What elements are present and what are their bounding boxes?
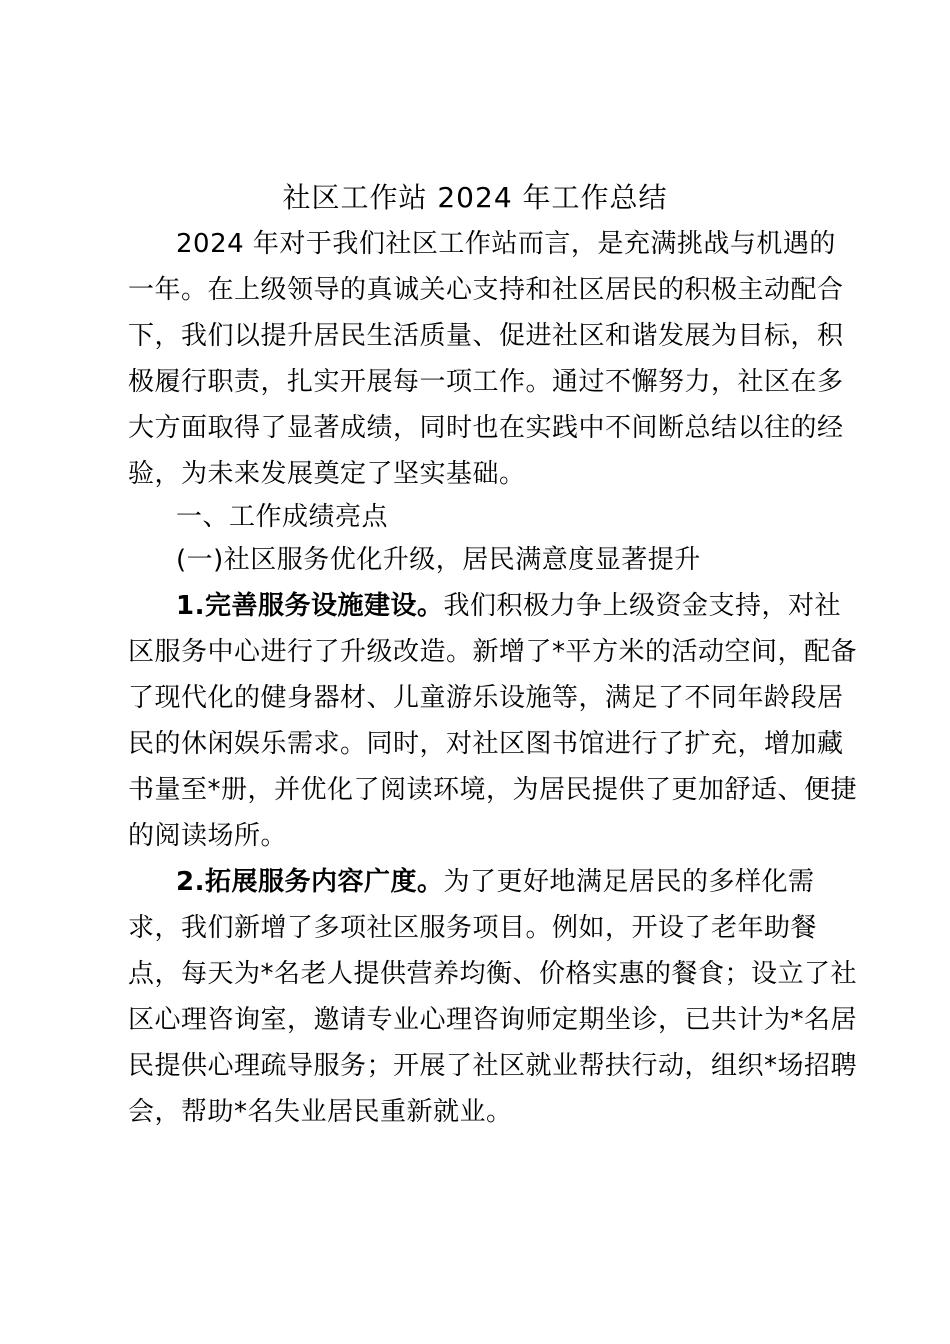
item-lead: 1.完善服务设施建设。 — [176, 591, 444, 621]
paragraph-line: 区心理咨询室，邀请专业心理咨询师定期坐诊，已共计为*名居 — [128, 1005, 858, 1035]
paragraph-line: 了现代化的健身器材、儿童游乐设施等，满足了不同年龄段居 — [128, 683, 844, 713]
paragraph-line: 验，为未来发展奠定了坚实基础。 — [128, 459, 526, 489]
paragraph-line: 2024 年对于我们社区工作站而言，是充满挑战与机遇的 — [176, 229, 836, 259]
paragraph-line: 下，我们以提升居民生活质量、促进社区和谐发展为目标，积 — [128, 321, 844, 351]
paragraph-line: 书量至*册，并优化了阅读环境，为居民提供了更加舒适、便捷 — [128, 775, 858, 805]
paragraph-line: 区服务中心进行了升级改造。新增了*平方米的活动空间，配备 — [128, 637, 858, 667]
section-heading: 一、工作成绩亮点 — [176, 502, 389, 532]
subsection-heading: (一)社区服务优化升级，居民满意度显著提升 — [176, 545, 701, 575]
paragraph-line: 民的休闲娱乐需求。同时，对社区图书馆进行了扩充，增加藏 — [128, 729, 844, 759]
item-first-line — [176, 586, 841, 626]
paragraph-line: 会，帮助*名失业居民重新就业。 — [128, 1097, 513, 1127]
paragraph-line: 求，我们新增了多项社区服务项目。例如，开设了老年助餐 — [128, 913, 818, 943]
paragraph-line: 民提供心理疏导服务；开展了社区就业帮扶行动，组织*场招聘 — [128, 1051, 858, 1081]
paragraph-line: 大方面取得了显著成绩，同时也在实践中不间断总结以往的经 — [128, 413, 844, 443]
item-lead: 2.拓展服务内容广度。 — [176, 867, 444, 897]
paragraph-line: 极履行职责，扎实开展每一项工作。通过不懈努力，社区在多 — [128, 367, 844, 397]
paragraph-line: 点，每天为*名老人提供营养均衡、价格实惠的餐食；设立了社 — [128, 959, 858, 989]
item-text: 为了更好地满足居民的多样化需 — [443, 867, 815, 897]
paragraph-line: 的阅读场所。 — [128, 821, 288, 851]
paragraph-line: 一年。在上级领导的真诚关心支持和社区居民的积极主动配合 — [128, 275, 844, 305]
item-text: 我们积极力争上级资金支持，对社 — [443, 591, 841, 621]
document-title: 社区工作站 2024 年工作总结 — [282, 181, 668, 214]
item-first-line — [176, 862, 814, 902]
